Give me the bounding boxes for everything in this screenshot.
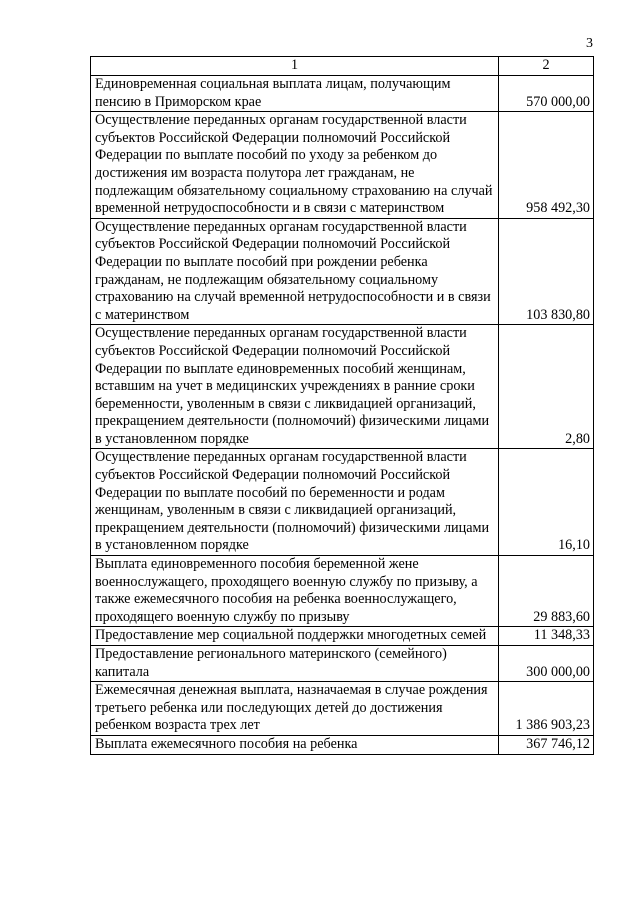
page-number: 3 [586, 36, 593, 51]
expense-item-amount: 367 746,12 [499, 735, 594, 754]
table-row [91, 627, 594, 646]
expense-item-name: Предоставление регионального материнского (семейного) капитала [91, 646, 499, 682]
expense-item-amount: 16,10 [499, 449, 594, 556]
expense-item-name: Осуществление переданных органам государственной власти субъектов Российской Федерации полномочий Российской Федерации по выплате пособий по беременности и родам женщинам, уволенным в связи с ликвидацией организаций, прекращением деятельности (полномочий) физическими лицами в установленном порядке [91, 449, 499, 556]
expense-item-name: Предоставление мер социальной поддержки многодетных семей [91, 627, 499, 646]
table-row [91, 735, 594, 754]
expense-item-name: Ежемесячная денежная выплата, назначаемая в случае рождения третьего ребенка или последующих детей до достижения ребенком возраста трех лет [91, 682, 499, 736]
expense-item-name: Выплата ежемесячного пособия на ребенка [91, 735, 499, 754]
column-header-1: 1 [91, 57, 499, 76]
expense-item-amount: 300 000,00 [499, 646, 594, 682]
expense-item-amount: 958 492,30 [499, 112, 594, 219]
expense-item-name: Осуществление переданных органам государственной власти субъектов Российской Федерации полномочий Российской Федерации по выплате единовременных пособий женщинам, вставшим на учет в медицинских учреждениях в ранние сроки беременности, уволенным в связи с ликвидацией организаций, прекращением деятельности (полномочий) физическими лицами в установленном порядке [91, 325, 499, 449]
expense-item-amount: 29 883,60 [499, 556, 594, 627]
budget-table [90, 56, 594, 755]
table-row [91, 646, 594, 682]
expense-item-name: Выплата единовременного пособия беременной жене военнослужащего, проходящего военную службу по призыву, а также ежемесячного пособия на ребенка военнослужащего, проходящего военную службу по призыву [91, 556, 499, 627]
table-row [91, 556, 594, 627]
expense-item-amount: 11 348,33 [499, 627, 594, 646]
table-row [91, 449, 594, 556]
expense-item-amount: 1 386 903,23 [499, 682, 594, 736]
expense-item-name: Осуществление переданных органам государственной власти субъектов Российской Федерации полномочий Российской Федерации по выплате пособий при рождении ребенка гражданам, не подлежащим обязательному социальному страхованию на случай временной нетрудоспособности и в связи с материнством [91, 218, 499, 325]
table-row [91, 682, 594, 736]
table-header-row [91, 57, 594, 76]
table-row [91, 112, 594, 219]
expense-item-amount: 103 830,80 [499, 218, 594, 325]
expense-item-name: Единовременная социальная выплата лицам, получающим пенсию в Приморском крае [91, 76, 499, 112]
expense-item-name: Осуществление переданных органам государственной власти субъектов Российской Федерации полномочий Российской Федерации по выплате пособий по уходу за ребенком до достижения им возраста полутора лет гражданам, не подлежащим обязательному социальному страхованию на случай временной нетрудоспособности и в связи с материнством [91, 112, 499, 219]
table-row [91, 325, 594, 449]
table-row [91, 218, 594, 325]
expense-item-amount: 2,80 [499, 325, 594, 449]
expense-item-amount: 570 000,00 [499, 76, 594, 112]
column-header-2: 2 [499, 57, 594, 76]
table-row [91, 76, 594, 112]
